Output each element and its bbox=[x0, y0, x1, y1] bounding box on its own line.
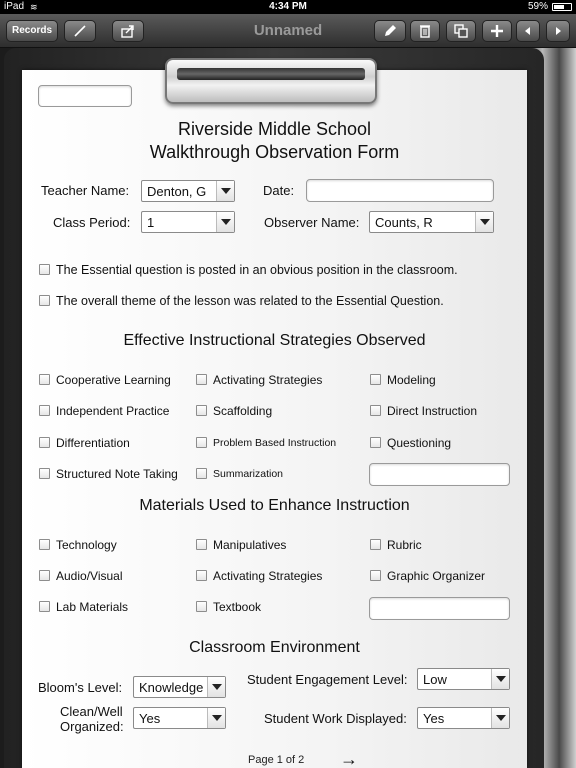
strategy-label: Modeling bbox=[387, 373, 436, 387]
delete-button[interactable] bbox=[410, 20, 440, 42]
observer-name-label: Observer Name: bbox=[264, 215, 360, 230]
records-button[interactable]: Records bbox=[6, 20, 58, 42]
window-title: Unnamed bbox=[253, 22, 323, 39]
material-label: Audio/Visual bbox=[56, 569, 123, 583]
status-time: 4:34 PM bbox=[269, 1, 307, 12]
strategy-label: Differentiation bbox=[56, 436, 130, 450]
clean-organized-label-line1: Clean/Well bbox=[60, 704, 123, 719]
clean-organized-select[interactable] bbox=[133, 707, 226, 729]
class-period-select[interactable] bbox=[141, 211, 235, 233]
material-label: Technology bbox=[56, 538, 117, 552]
page-indicator: Page 1 of 2 bbox=[248, 754, 305, 766]
battery-icon bbox=[552, 3, 572, 11]
chevron-down-icon bbox=[207, 708, 225, 728]
material-checkbox[interactable] bbox=[39, 539, 50, 550]
toolbar bbox=[0, 14, 576, 48]
chevron-down-icon bbox=[475, 212, 493, 232]
device-name: iPad bbox=[4, 1, 25, 12]
essential-question-checkbox[interactable] bbox=[39, 264, 50, 275]
observer-name-select[interactable] bbox=[369, 211, 494, 233]
material-checkbox[interactable] bbox=[196, 539, 207, 550]
materials-heading: Materials Used to Enhance Instruction bbox=[139, 497, 410, 514]
strategy-label: Scaffolding bbox=[213, 404, 273, 418]
strategy-label: Questioning bbox=[387, 436, 452, 450]
share-icon bbox=[120, 23, 136, 39]
student-work-label: Student Work Displayed: bbox=[264, 711, 407, 726]
material-checkbox[interactable] bbox=[370, 570, 381, 581]
plus-icon bbox=[489, 23, 505, 39]
arrow-left-icon bbox=[522, 23, 534, 39]
strategy-checkbox[interactable] bbox=[196, 374, 207, 385]
material-checkbox[interactable] bbox=[196, 570, 207, 581]
material-checkbox[interactable] bbox=[39, 601, 50, 612]
strategy-checkbox[interactable] bbox=[39, 437, 50, 448]
engagement-level-label: Student Engagement Level: bbox=[247, 672, 408, 687]
observer-name-value: Counts, R bbox=[375, 215, 433, 230]
chevron-down-icon bbox=[491, 708, 509, 728]
pen-icon bbox=[72, 23, 88, 39]
record-id-field[interactable] bbox=[38, 85, 132, 107]
strategy-label: Problem Based Instruction bbox=[213, 437, 337, 449]
material-label: Rubric bbox=[387, 538, 422, 552]
strategy-label: Activating Strategies bbox=[213, 373, 323, 387]
blooms-level-select[interactable] bbox=[133, 676, 226, 698]
strategy-label: Summarization bbox=[213, 468, 284, 480]
material-label: Manipulatives bbox=[213, 538, 287, 552]
strategy-checkbox[interactable] bbox=[196, 468, 207, 479]
school-title: Riverside Middle School bbox=[177, 119, 372, 139]
strategy-checkbox[interactable] bbox=[196, 437, 207, 448]
teacher-name-select[interactable] bbox=[141, 180, 235, 202]
clipboard-clip bbox=[165, 58, 377, 104]
blooms-level-value: Knowledge bbox=[139, 680, 204, 695]
wifi-icon: ≋ bbox=[30, 2, 38, 12]
strategy-label: Cooperative Learning bbox=[56, 373, 171, 387]
engagement-level-select[interactable] bbox=[417, 668, 510, 690]
next-record-button[interactable] bbox=[546, 20, 570, 42]
strategy-checkbox[interactable] bbox=[39, 468, 50, 479]
strategy-checkbox[interactable] bbox=[39, 405, 50, 416]
theme-related-label: The overall theme of the lesson was related to the Essential Question. bbox=[56, 294, 444, 308]
strategy-checkbox[interactable] bbox=[196, 405, 207, 416]
material-label: Lab Materials bbox=[56, 600, 129, 614]
chevron-down-icon bbox=[216, 212, 234, 232]
previous-record-button[interactable] bbox=[516, 20, 540, 42]
pencil-icon bbox=[382, 23, 398, 39]
material-label: Graphic Organizer bbox=[387, 569, 486, 583]
arrow-right-icon bbox=[552, 23, 564, 39]
environment-heading: Classroom Environment bbox=[189, 639, 360, 656]
date-label: Date: bbox=[263, 183, 295, 198]
strategy-checkbox[interactable] bbox=[370, 437, 381, 448]
theme-related-checkbox[interactable] bbox=[39, 295, 50, 306]
blooms-level-label: Bloom's Level: bbox=[38, 680, 123, 695]
form-paper bbox=[22, 70, 527, 768]
chevron-down-icon bbox=[207, 677, 225, 697]
material-label: Textbook bbox=[213, 600, 262, 614]
material-checkbox[interactable] bbox=[39, 570, 50, 581]
student-work-value: Yes bbox=[423, 711, 445, 726]
duplicate-icon bbox=[453, 23, 469, 39]
clean-organized-value: Yes bbox=[139, 711, 161, 726]
duplicate-button[interactable] bbox=[446, 20, 476, 42]
material-other-field[interactable] bbox=[369, 597, 510, 620]
strategy-label: Direct Instruction bbox=[387, 404, 478, 418]
strategy-checkbox[interactable] bbox=[370, 405, 381, 416]
trash-icon bbox=[417, 23, 433, 39]
class-period-label: Class Period: bbox=[53, 215, 131, 230]
teacher-name-label: Teacher Name: bbox=[41, 183, 130, 198]
material-label: Activating Strategies bbox=[213, 569, 323, 583]
strategy-label: Independent Practice bbox=[56, 404, 170, 418]
material-checkbox[interactable] bbox=[370, 539, 381, 550]
strategy-checkbox[interactable] bbox=[39, 374, 50, 385]
essential-question-label: The Essential question is posted in an obvious position in the classroom. bbox=[56, 263, 458, 277]
next-page-arrow-icon[interactable]: → bbox=[340, 749, 358, 768]
student-work-select[interactable] bbox=[417, 707, 510, 729]
strategy-checkbox[interactable] bbox=[370, 374, 381, 385]
date-field[interactable] bbox=[306, 179, 494, 202]
teacher-name-value: Denton, G bbox=[147, 184, 207, 199]
edit-button[interactable] bbox=[374, 20, 406, 42]
status-bar bbox=[0, 0, 576, 14]
class-period-value: 1 bbox=[147, 215, 155, 230]
strategy-label: Structured Note Taking bbox=[56, 467, 178, 481]
form-title: Walkthrough Observation Form bbox=[149, 142, 400, 162]
chevron-down-icon bbox=[216, 181, 234, 201]
battery-percent: 59% bbox=[527, 1, 548, 12]
engagement-level-value: Low bbox=[423, 672, 447, 687]
strategy-other-field[interactable] bbox=[369, 463, 510, 486]
chevron-down-icon bbox=[491, 669, 509, 689]
pen-button[interactable] bbox=[64, 20, 96, 42]
add-record-button[interactable] bbox=[482, 20, 512, 42]
share-button[interactable] bbox=[112, 20, 144, 42]
clean-organized-label-line2: Organized: bbox=[60, 719, 124, 734]
strategies-heading: Effective Instructional Strategies Observed bbox=[123, 332, 426, 349]
material-checkbox[interactable] bbox=[196, 601, 207, 612]
